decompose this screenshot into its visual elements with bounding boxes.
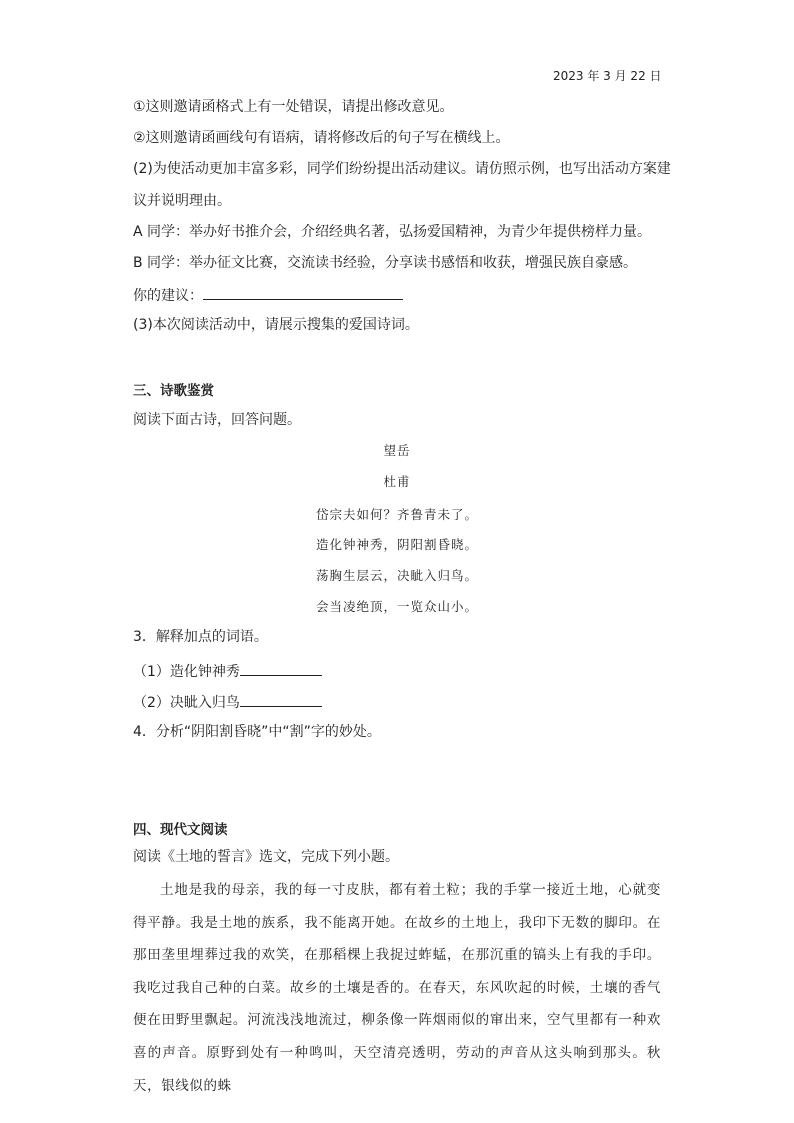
question-grammar-error: ②这则邀请函画线句有语病，请将修改后的句子写在横线上。 (133, 130, 510, 146)
student-b-suggestion: B 同学：举办征文比赛，交流读书经验，分享读书感悟和收获，增强民族自豪感。 (133, 255, 638, 271)
question-3-2-row (133, 691, 322, 713)
question-3-1-label: （1）造化钟神秀 (133, 664, 240, 680)
section-3-title: 三、诗歌鉴赏 (133, 383, 214, 399)
question-3-1-row (133, 660, 322, 682)
question-3-poems: (3)本次阅读活动中，请展示搜集的爱国诗词。 (133, 317, 419, 333)
your-suggestion-label: 你的建议： (133, 288, 203, 304)
document-date: 2023 年 3 月 22 日 (553, 69, 662, 83)
poem-line: 会当凌绝顶，一览众山小。 (315, 599, 478, 614)
poem-line: 荡胸生层云，决眦入归鸟。 (315, 568, 478, 583)
poem-line: 造化钟神秀，阴阳割昏晓。 (315, 537, 478, 552)
your-suggestion-blank[interactable] (203, 284, 403, 300)
section-4-title: 四、现代文阅读 (133, 822, 228, 838)
question-3-2-label: （2）决眦入归鸟 (133, 695, 240, 711)
question-format-error: ①这则邀请函格式上有一处错误，请提出修改意见。 (133, 99, 454, 115)
section-4-intro: 阅读《土地的誓言》选文，完成下列小题。 (133, 849, 399, 865)
question-2-line-1: (2)为使活动更加丰富多彩，同学们纷纷提出活动建议。请仿照示例，也写出活动方案建 (133, 161, 671, 177)
your-suggestion-row (133, 284, 403, 306)
poem-line: 岱宗夫如何？齐鲁青未了。 (315, 507, 478, 522)
poem-author: 杜甫 (383, 474, 411, 489)
question-3-1-blank[interactable] (240, 660, 322, 676)
question-4: 4．分析“阴阳割昏晓”中“割”字的妙处。 (133, 724, 381, 740)
reading-passage (133, 874, 661, 1102)
question-3: 3．解释加点的词语。 (133, 629, 268, 645)
passage-paragraph: 土地是我的母亲，我的每一寸皮肤，都有着土粒；我的手掌一接近土地，心就变得平静。我是土地的族系，我不能离开她。在故乡的土地上，我印下无数的脚印。在那田垄里埋葬过我的欢笑，在那稻棵上我捉过蚱蜢，在那沉重的镐头上有我的手印。我吃过我自己种的白菜。故乡的土壤是香的。在春天，东风吹起的时候，土壤的香气便在田野里飘起。河流浅浅地流过，柳条像一阵烟雨似的窜出来，空气里都有一种欢喜的声音。原野到处有一种鸣叫，天空清亮透明，劳动的声音从这头响到那头。秋天，银线似的蛛 (133, 882, 661, 1094)
poem-title: 望岳 (383, 443, 411, 458)
question-3-2-blank[interactable] (240, 691, 322, 707)
student-a-suggestion: A 同学：举办好书推介会，介绍经典名著，弘扬爱国精神，为青少年提供榜样力量。 (133, 224, 652, 240)
question-2-line-2: 议并说明理由。 (133, 193, 231, 209)
section-3-intro: 阅读下面古诗，回答问题。 (133, 412, 301, 428)
